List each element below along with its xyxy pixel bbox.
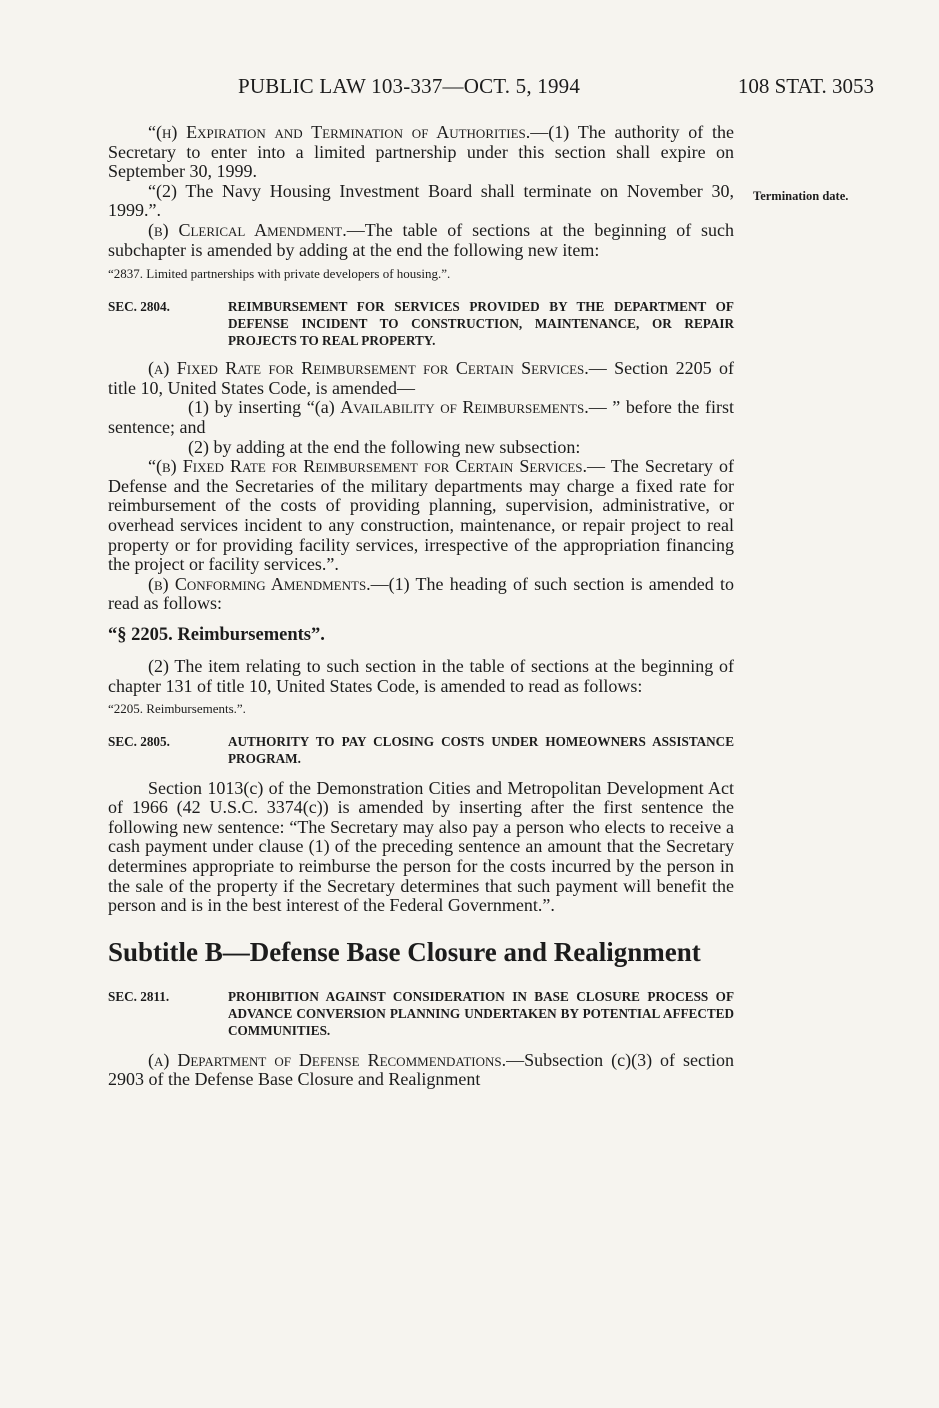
paragraph-b-conforming xyxy=(108,575,734,614)
section-2811-title: PROHIBITION AGAINST CONSIDERATION IN BASE CLOSURE PROCESS OF ADVANCE CONVERSION PLANNING UNDERTAKEN BY POTENTIAL AFFECTED COMMUNITIES. xyxy=(228,988,734,1038)
subtitle-b: Subtitle B—Defense Base Closure and Realignment xyxy=(108,936,701,967)
table-item-2837: “2837. Limited partnerships with private developers of housing.”. xyxy=(108,266,451,282)
paragraph-b-clerical xyxy=(108,221,734,260)
paragraph-a-heading: (a) Fixed Rate for Reimbursement for Certain Services. xyxy=(148,358,589,379)
section-2805-text: Section 1013(c) of the Demonstration Cities and Metropolitan Development Act of 1966 (42 U.S.C. 3374(c)) is amended by inserting after the first sentence the following new sentence: “The Secretary may also pay a person who elects to receive a cash payment under clause (1) of the preceding sentence an amount that the Secretary determines appropriate to reimburse the person for the costs incurred by the person in the sale of the property if the Secretary determines that such payment will benefit the person and is in the best interest of the Federal Government.”. xyxy=(108,777,734,916)
paragraph-b-heading: (b) Clerical Amendment. xyxy=(148,219,347,240)
paragraph-a2: (2) by adding at the end the following new subsection: xyxy=(188,436,581,457)
paragraph-h xyxy=(108,123,734,182)
section-2804-heading xyxy=(108,298,734,349)
paragraph-h2: “(2) The Navy Housing Investment Board shall terminate on November 30, 1999.”. xyxy=(108,180,734,221)
margin-note-termination-date: Termination date. xyxy=(753,189,849,203)
paragraph-dod-heading: (a) Department of Defense Recommendations. xyxy=(148,1049,507,1070)
paragraph-dod-recommendations xyxy=(108,1051,734,1090)
section-2811-heading xyxy=(108,988,734,1039)
section-2205-heading: “§ 2205. Reimbursements”. xyxy=(108,624,325,645)
top-margin xyxy=(0,0,939,20)
table-item-2205: “2205. Reimbursements.”. xyxy=(108,700,246,716)
header-title: PUBLIC LAW 103-337—OCT. 5, 1994 xyxy=(238,74,581,98)
section-2804-number: SEC. 2804. xyxy=(108,299,170,315)
paragraph-item-2: (2) The item relating to such section in the table of sections at the beginning of chapter 131 of title 10, United States Code, is amended to read as follows: xyxy=(108,656,734,697)
subsection-b-text: — The Secretary of Defense and the Secretaries of the military departments may charge a fixed rate for reimbursement of the costs of providing planning, supervision, administrative, or overhead services incident to any construction, maintenance, or repair project to real property or for providing facility services, irrespective of the appropriation financing the project or facility services.”. xyxy=(108,456,734,575)
paragraph-h-heading: “(h) Expiration and Termination of Authorities. xyxy=(148,122,531,142)
page-header xyxy=(108,74,878,108)
section-2805-number: SEC. 2805. xyxy=(108,733,170,749)
section-2811-number: SEC. 2811. xyxy=(108,988,170,1004)
subsection-b-heading: “(b) Fixed Rate for Reimbursement for Certain Services. xyxy=(148,456,588,477)
paragraph-a-fixed-rate xyxy=(108,359,734,398)
document-body xyxy=(108,123,734,1090)
statute-page-number: 108 STAT. 3053 xyxy=(737,74,874,98)
paragraph-b-text: —The table of sections at the beginning of such subchapter is amended by adding at the end the following new item: xyxy=(108,219,734,260)
paragraph-a1 xyxy=(108,398,734,437)
section-2805-title: AUTHORITY TO PAY CLOSING COSTS UNDER HOMEOWNERS ASSISTANCE PROGRAM. xyxy=(228,733,734,766)
paragraph-a1-pre: (1) by inserting “(a) xyxy=(188,397,341,418)
paragraph-conforming-heading: (b) Conforming Amendments. xyxy=(148,573,371,594)
paragraph-h-text: —(1) The authority of the Secretary to enter into a limited partnership under this section shall expire on September 30, 1999. xyxy=(108,122,735,182)
section-2804-title: REIMBURSEMENT FOR SERVICES PROVIDED BY THE DEPARTMENT OF DEFENSE INCIDENT TO CONSTRUCTION, MAINTENANCE, OR REPAIR PROJECTS TO REAL PROPERTY. xyxy=(228,299,734,349)
paragraph-a1-heading: Availability of Reimbursements. xyxy=(340,397,589,418)
paragraph-a-text: — Section 2205 of title 10, United States Code, is amended— xyxy=(108,358,734,398)
paragraph-a1-post: — ” before the first sentence; and xyxy=(108,397,734,437)
paragraph-dod-text: —Subsection (c)(3) of section 2903 of the Defense Base Closure and Realignment xyxy=(108,1049,734,1090)
subsection-b-fixed-rate xyxy=(108,457,734,575)
paragraph-conforming-text: —(1) The heading of such section is amended to read as follows: xyxy=(108,573,734,614)
section-2805-heading xyxy=(108,733,734,767)
